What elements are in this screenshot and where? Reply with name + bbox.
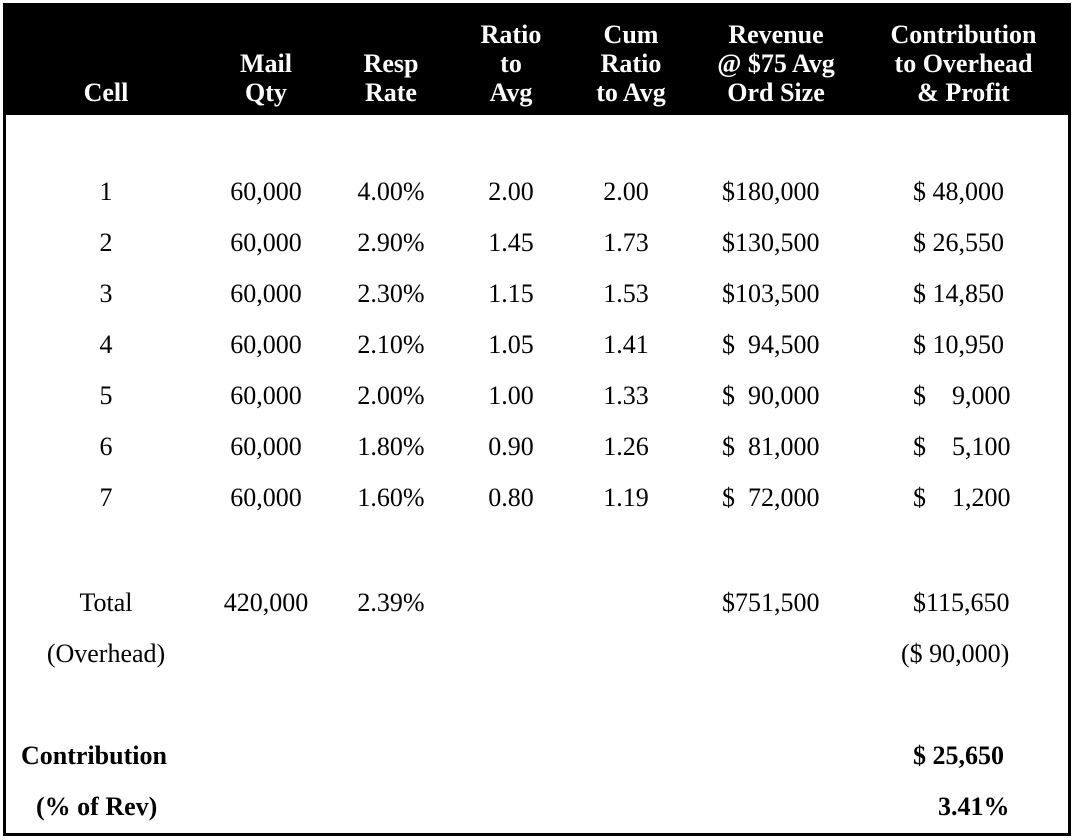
row-resp-rate: 2.30% [357, 279, 425, 308]
header-resp-rate: Resp Rate [363, 49, 419, 107]
row-contribution: $ 26,550 [913, 228, 1004, 257]
header-cum-ratio-to-avg: Cum Ratio to Avg [596, 20, 666, 107]
row-contribution: $ 1,200 [913, 483, 1011, 512]
row-ratio: 2.00 [488, 177, 534, 206]
header-ratio-to-avg: Ratio to Avg [480, 20, 542, 107]
row-cell: 6 [99, 432, 113, 461]
row-cum-ratio: 1.53 [603, 279, 649, 308]
row-revenue: $ 72,000 [722, 483, 820, 512]
header-contribution: Contribution to Overhead & Profit [890, 20, 1037, 107]
row-resp-rate: 1.80% [357, 432, 425, 461]
row-contribution: $ 10,950 [913, 330, 1004, 359]
row-cell: 3 [99, 279, 113, 308]
total-label: Total [79, 588, 133, 617]
pct-of-rev-label: (% of Rev) [36, 792, 158, 821]
row-ratio: 0.90 [488, 432, 534, 461]
pct-of-rev-value: 3.41% [938, 792, 1010, 821]
row-contribution: $ 48,000 [913, 177, 1004, 206]
row-cell: 5 [99, 381, 113, 410]
row-resp-rate: 2.90% [357, 228, 425, 257]
row-revenue: $ 81,000 [722, 432, 820, 461]
row-cum-ratio: 1.73 [603, 228, 649, 257]
row-ratio: 0.80 [488, 483, 534, 512]
row-contribution: $ 5,100 [913, 432, 1011, 461]
row-cell: 2 [99, 228, 113, 257]
row-ratio: 1.00 [488, 381, 534, 410]
row-mail-qty: 60,000 [230, 432, 302, 461]
row-resp-rate: 2.10% [357, 330, 425, 359]
row-cum-ratio: 2.00 [603, 177, 649, 206]
row-contribution: $ 9,000 [913, 381, 1011, 410]
row-cell: 7 [99, 483, 113, 512]
row-ratio: 1.45 [488, 228, 534, 257]
table-header [6, 6, 1068, 115]
row-revenue: $ 90,000 [722, 381, 820, 410]
row-revenue: $130,500 [722, 228, 820, 257]
row-mail-qty: 60,000 [230, 330, 302, 359]
row-ratio: 1.05 [488, 330, 534, 359]
row-mail-qty: 60,000 [230, 483, 302, 512]
header-mail-qty: Mail Qty [240, 49, 292, 107]
contribution-label: Contribution [21, 741, 167, 770]
row-mail-qty: 60,000 [230, 381, 302, 410]
row-revenue: $180,000 [722, 177, 820, 206]
row-resp-rate: 4.00% [357, 177, 425, 206]
row-mail-qty: 60,000 [230, 228, 302, 257]
table-frame [3, 3, 1071, 836]
total-revenue: $751,500 [722, 588, 820, 617]
row-revenue: $103,500 [722, 279, 820, 308]
row-cum-ratio: 1.33 [603, 381, 649, 410]
row-cum-ratio: 1.26 [603, 432, 649, 461]
contribution-value: $ 25,650 [913, 741, 1004, 770]
header-cell: Cell [83, 78, 129, 107]
row-cum-ratio: 1.19 [603, 483, 649, 512]
total-mail-qty: 420,000 [223, 588, 309, 617]
row-cell: 4 [99, 330, 113, 359]
row-cell: 1 [99, 177, 113, 206]
row-ratio: 1.15 [488, 279, 534, 308]
overhead-label: (Overhead) [46, 639, 166, 668]
row-resp-rate: 2.00% [357, 381, 425, 410]
row-cum-ratio: 1.41 [603, 330, 649, 359]
total-contribution: $115,650 [913, 588, 1010, 617]
row-mail-qty: 60,000 [230, 279, 302, 308]
row-resp-rate: 1.60% [357, 483, 425, 512]
row-revenue: $ 94,500 [722, 330, 820, 359]
overhead-value: ($ 90,000) [901, 639, 1010, 668]
row-mail-qty: 60,000 [230, 177, 302, 206]
total-resp-rate: 2.39% [357, 588, 425, 617]
row-contribution: $ 14,850 [913, 279, 1004, 308]
header-revenue: Revenue @ $75 Avg Ord Size [717, 20, 835, 107]
